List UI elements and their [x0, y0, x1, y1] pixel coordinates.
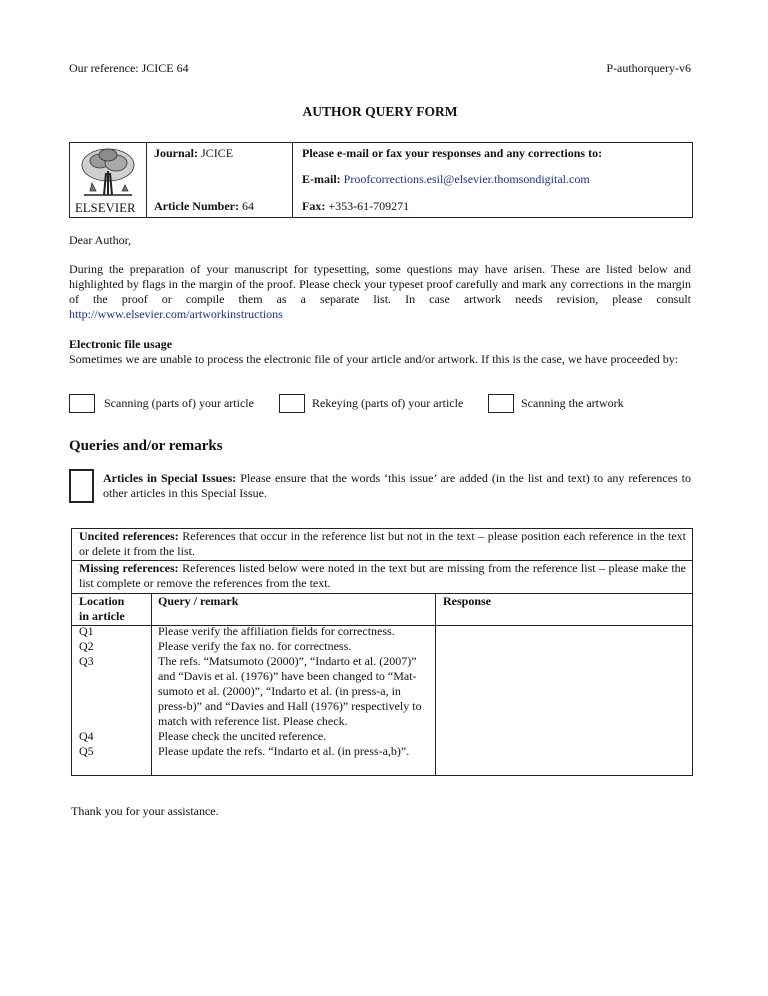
query-line: press-b)” and “Davies and Hall (1976)” respectively to: [158, 699, 422, 713]
location-header-line-1: Location: [79, 594, 125, 608]
article-number-field: [154, 199, 254, 214]
query-line: sumoto et al. (2000)”, “Indarto et al. (in press-a, in: [158, 684, 401, 698]
special-issues-note: [103, 471, 691, 501]
rekeying-article-checkbox[interactable]: [279, 394, 305, 413]
intro-text: During the preparation of your manuscript for typesetting, some questions may have arisen. These are listed below and highlighted by flags in the margin of the proof. Please check your typeset proof carefully and mark any corrections in the margin of the proof or compile them as a separate list. In case artwork needs revision, please consult: [69, 262, 691, 306]
queries-heading: Queries and/or remarks: [69, 438, 223, 454]
elsevier-tree-icon: [70, 143, 146, 201]
greeting: Dear Author,: [69, 233, 132, 247]
special-issues-checkbox[interactable]: [69, 469, 94, 503]
special-issues-label: Articles in Special Issues:: [103, 471, 237, 485]
email-label: E-mail:: [302, 172, 341, 186]
scanning-article-label: Scanning (parts of) your article: [104, 396, 254, 410]
artwork-instructions-link[interactable]: http://www.elsevier.com/artworkinstructions: [69, 307, 283, 321]
table-row-query: Please verify the fax no. for correctness.: [158, 639, 352, 653]
missing-references-note: [79, 561, 686, 591]
table-row-query: Please check the uncited reference.: [158, 729, 327, 743]
contact-heading: Please e-mail or fax your responses and any corrections to:: [302, 146, 603, 160]
uncited-references-note: [79, 529, 686, 559]
table-row-query: Please update the refs. “Indarto et al. (in press-a,b)”.: [158, 744, 410, 758]
page-title: AUTHOR QUERY FORM: [302, 104, 458, 119]
location-header-line-2: in article: [79, 609, 125, 623]
form-code: P-authorquery-v6: [606, 61, 691, 75]
response-cell[interactable]: [436, 626, 691, 774]
missing-label: Missing references:: [79, 561, 179, 575]
table-row-query: Please verify the affiliation fields for correctness.: [158, 624, 395, 638]
journal-field: [154, 146, 233, 161]
special-issues-text: Please ensure that the words ‘this issue’ are added (in the list and text) to any references to other articles in this Special Issue.: [103, 471, 692, 500]
table-row-loc: Q3: [79, 654, 94, 668]
intro-paragraph: [69, 262, 691, 322]
query-line: The refs. “Matsumoto (2000)”, “Indarto et al. (2007)”: [158, 654, 417, 668]
uncited-text: References that occur in the reference list but not in the text – please position each reference in the text or delete it from the list.: [79, 529, 687, 558]
rekeying-article-label: Rekeying (parts of) your article: [312, 396, 464, 410]
scanning-artwork-checkbox[interactable]: [488, 394, 514, 413]
electronic-file-heading: Electronic file usage: [69, 337, 173, 351]
table-row-loc: Q1: [79, 624, 94, 638]
query-line: match with reference list. Please check.: [158, 714, 348, 728]
table-row-query: [158, 654, 430, 729]
query-table: [71, 528, 693, 776]
electronic-file-text: Sometimes we are unable to process the electronic file of your article and/or artwork. If this is the case, we have proceeded by:: [69, 352, 679, 366]
email-link[interactable]: Proofcorrections.esil@elsevier.thomsondigital.com: [343, 172, 590, 186]
journal-label: Journal:: [154, 146, 199, 160]
article-number-label: Article Number:: [154, 199, 239, 213]
journal-info-box: [69, 142, 693, 218]
location-column-header: [79, 594, 125, 624]
missing-text: References listed below were noted in the text but are missing from the reference list – please make the list complete or remove the references from the text.: [79, 561, 686, 590]
uncited-label: Uncited references:: [79, 529, 179, 543]
table-row-loc: Q4: [79, 729, 94, 743]
email-field: [302, 172, 590, 187]
closing-text: Thank you for your assistance.: [71, 804, 219, 818]
elsevier-logo: [70, 143, 147, 217]
table-row-loc: Q2: [79, 639, 94, 653]
scanning-article-checkbox[interactable]: [69, 394, 95, 413]
article-number-value: 64: [241, 199, 254, 213]
our-reference: Our reference: JCICE 64: [69, 61, 189, 75]
response-column-header: Response: [443, 594, 492, 608]
logo-text: ELSEVIER: [75, 201, 136, 215]
fax-label: Fax:: [302, 199, 326, 213]
fax-value: +353-61-709271: [328, 199, 410, 213]
scanning-artwork-label: Scanning the artwork: [521, 396, 624, 410]
journal-value: JCICE: [201, 146, 234, 160]
table-row-loc: Q5: [79, 744, 94, 758]
query-column-header: Query / remark: [158, 594, 239, 608]
fax-field: [302, 199, 409, 214]
query-line: and “Davis et al. (1976)” have been changed to “Mat-: [158, 669, 417, 683]
